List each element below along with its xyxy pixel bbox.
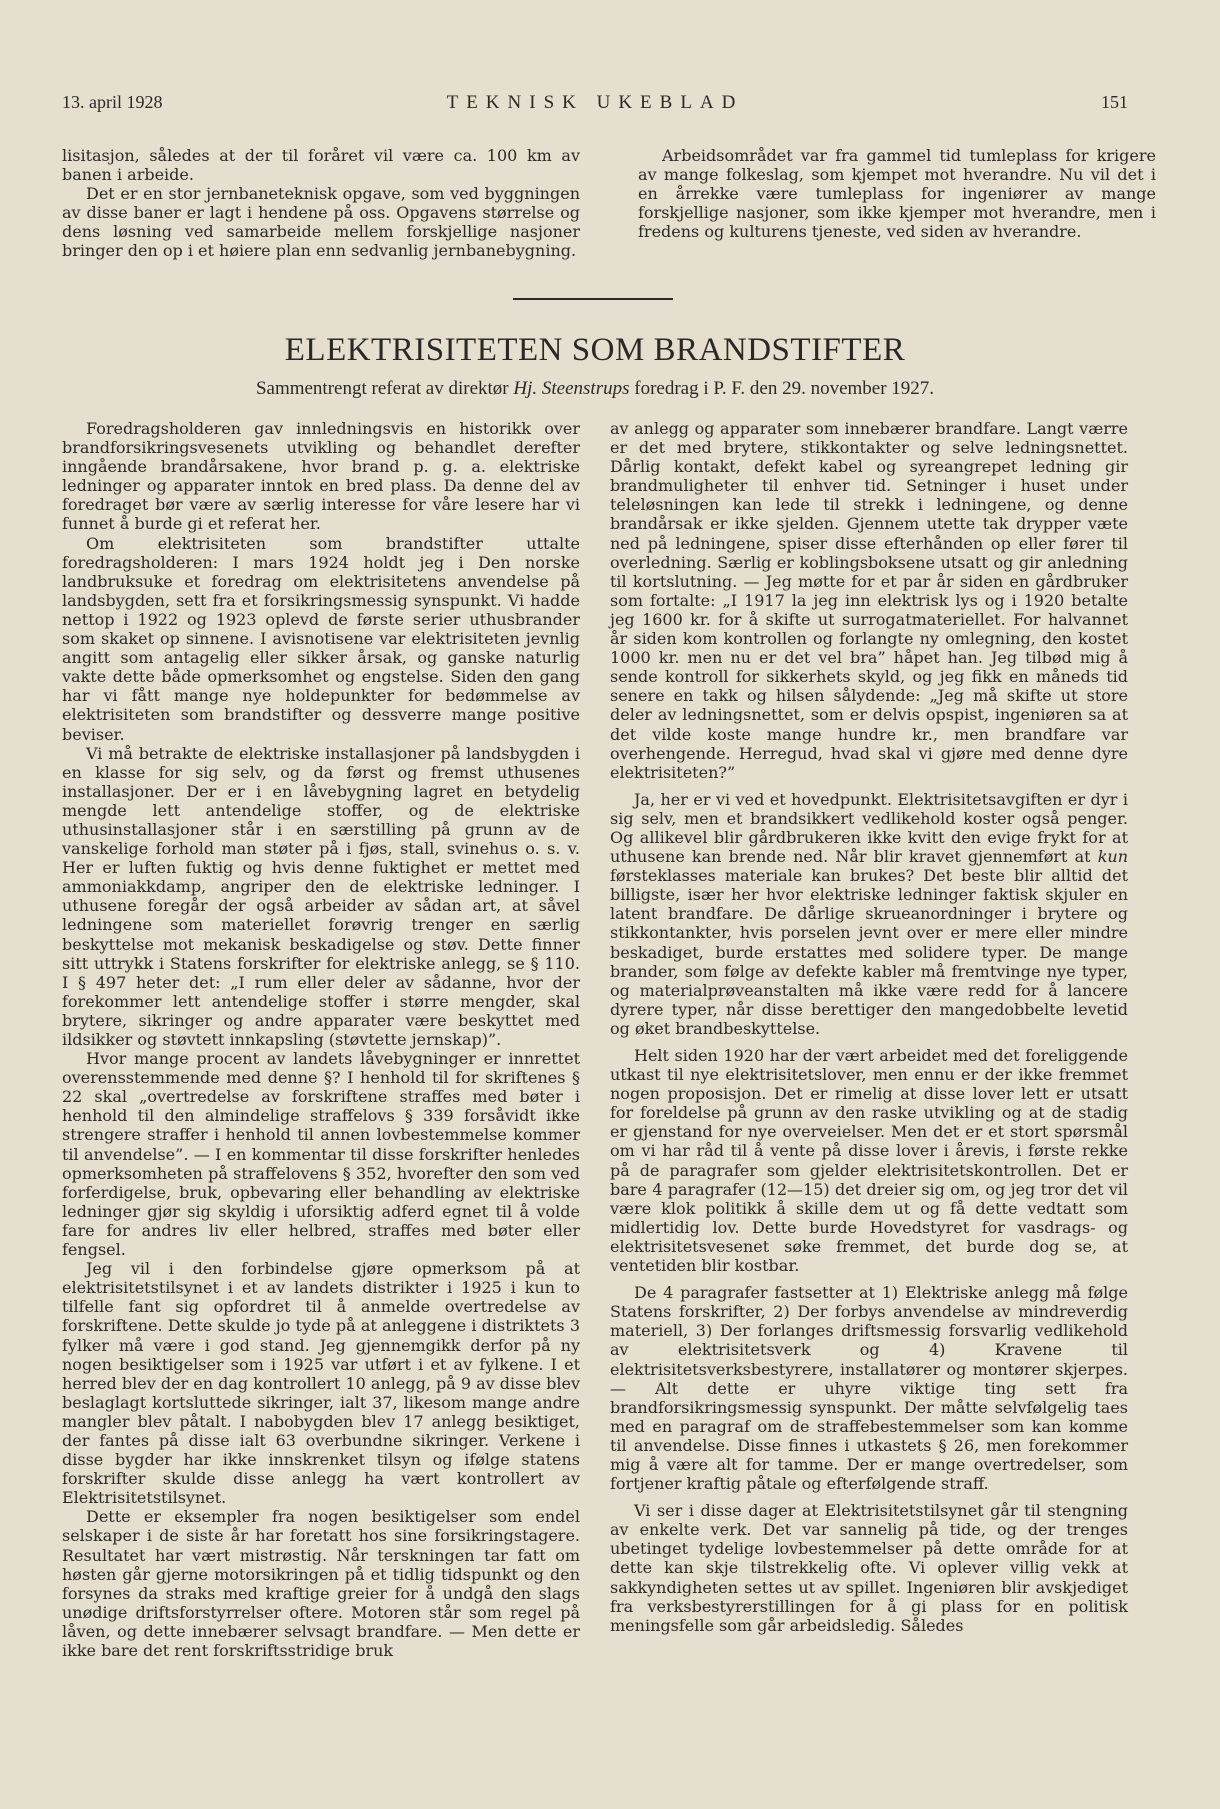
paragraph: Jeg vil i den forbindelse gjøre opmerksom på at elektrisitetstilsynet i et av landets distrikter i 1925 i kun to tilfelle fant sig opfordret til å anmelde overtredelse av forskriftene. Dette skulde jo tyde på at anleggene i distriktets 3 fylker må være i god stand. Jeg gjennemgikk derfor på ny nogen besiktigelser som i 1925 var utført i et av fylkene. I et herred blev der en dag kontrollert 10 anlegg, på 9 av disse blev beslaglagt kortsluttede sikringer, ialt 37, likesom mange andre mangler blev påtalt. I nabobygden blev 17 anlegg besiktiget, der fantes på disse ialt 63 overbundne sikringer. Verkene i disse bygder har ikke innskrenket tilsyn og ifølge statens forskrifter skulde disse anlegg ha vært kontrollert av Elektrisitetstilsynet. xyxy=(62,1259,580,1508)
subtitle-text: foredrag i P. F. den 29. november 1927. xyxy=(629,378,935,399)
page-number: 151 xyxy=(1101,92,1128,112)
section-divider xyxy=(513,298,673,300)
speaker-name: Hj. Steenstrups xyxy=(513,378,630,399)
paragraph: Vi må betrakte de elektriske installasjoner på landsbygden i en klasse for sig selv, og da først og fremst uthusenes installasjoner. Der er i en låvebygning lagret en betydelig mengde lett antendelige stoffer, og de elektriske uthusinstallasjoner står i en særstilling på grunn av de vanskelige forhold man støter på i fjøs, stall, svinehus o. s. v. Her er luften fuktig og hvis denne fuktighet er mettet med ammoniakkdamp, angriper den de elektriske ledninger. I uthusene foregår der også arbeider av sådan art, at såvel ledningene som materiellet forøvrig trenger en særlig beskyttelse mot mekanisk beskadigelse og støv. Dette finner sitt uttrykk i Statens forskrifter for elektriske anlegg, se § 110. I § 497 heter det: „I rum eller deler av sådanne, hvor der forekommer lett antendelige stoffer i større mengder, skal brytere, sikringer og andre apparater være beskyttet med ildsikker og støvtett innkapsling (støvtette jernskap)”. xyxy=(62,743,580,1049)
article-column-right xyxy=(610,419,1128,1635)
paragraph xyxy=(610,790,1128,1038)
paragraph: Om elektrisiteten som brandstifter uttalte foredragsholderen: I mars 1924 holdt jeg i Den norske landbruksuke et foredrag om elektrisitetens anvendelse på landsbygden, sett fra et forsikringsmessig synspunkt. Vi hadde nettop i 1922 og 1923 oplevd de første serier uthusbrander som skaket op sinnene. I avisnotisene var elektrisiteten jevnlig angitt som antagelig eller sikker årsak, og ganske naturlig vakte dette både opmerksomhet og engstelse. Siden den gang har vi fått mange nye holdepunkter for bedømmelse av elektrisiteten som brandstifter og dessverre mange positive beviser. xyxy=(62,533,580,744)
article-title: ELEKTRISITETEN SOM BRANDSTIFTER xyxy=(284,332,906,368)
emphasis: kun xyxy=(1097,847,1128,867)
issue-date: 13. april 1928 xyxy=(62,92,163,112)
running-header xyxy=(62,92,1128,118)
paragraph: Foredragsholderen gav innledningsvis en historikk over brandforsikringsvesenets utvikling og behandlet derefter inngående brandårsakene, hvor brand p. g. a. elektriske ledninger og apparater inntok en bred plass. Da denne del av foredraget bør være av særlig interesse for våre lesere har vi funnet å burde gi et referat her. xyxy=(62,419,580,534)
paragraph: Helt siden 1920 har der vært arbeidet med det foreliggende utkast til nye elektrisitetslover, men ennu er der ikke fremmet nogen proposisjon. Det er rimelig at disse lover lett er utsatt for foreldelse på grunn av den raske utvikling og at de stadig er gjenstand for nye overveielser. Men det er et stort spørsmål om vi har råd til å vente på disse lover i årevis, i første rekke på de paragrafer som gjelder elektrisitetskontrollen. Det er bare 4 paragrafer (12—15) det dreier sig om, og jeg tror det vil være klok politikk å skille dem ut og få dette vedtatt som midlertidig lov. Dette burde Hovedstyret for vasdrags- og elektrisitetsvesenet søke fremmet, det burde dog se, at ventetiden blir kostbar. xyxy=(610,1046,1128,1276)
journal-name: TEKNISK UKEBLAD xyxy=(446,92,744,113)
article-subtitle xyxy=(62,378,1128,400)
paragraph-text: førsteklasses materiale kan brukes? Det beste blir alltid det billigste, især her hvor elektriske ledninger faktisk skjuler en latent brandfare. De dårlige skrueanordninger i brytere og stikkontankter, hvis porselen jevnt over er mere eller mindre beskadiget, burde erstattes med solidere typer. De mange brander, som følge av defekte kabler må fremtvinge nye typer, og materialprøveanstalten må ikke være redd for å lancere dyrere typer, når disse berettiger den mangedobbelte levetid og øket brandbeskyttelse. xyxy=(610,866,1128,1038)
paragraph: Vi ser i disse dager at Elektrisitetstilsynet går til stengning av enkelte verk. Det var sannelig på tide, og der trenges ubetinget tydelige lovbestemmelser på dette område for at dette kan skje tilstrekkelig ofte. Vi oplever villig vekk at sakkyndigheten settes ut av spillet. Ingeniøren blir avskjediget fra verksbestyrerstillingen for å gi plass for en politisk meningsfelle som går arbeidsledig. Således xyxy=(610,1501,1128,1635)
paragraph: Dette er eksempler fra nogen besiktigelser som endel selskaper i de siste år har foretatt hos sine forsikringstagere. Resultatet har vært mistrøstig. Når terskningen tar fatt om høsten går gjerne motorsikringen på et tidlig tidspunkt og den forsynes da straks med kraftige greier for å undgå den slags unødige driftsforstyrrelser oftere. Motoren står som regel på låven, og dette innebærer selvsagt brandfare. — Men dette er ikke bare det rent forskriftsstridige bruk xyxy=(62,1507,580,1660)
paragraph-text: Ja, her er vi ved et hovedpunkt. Elektrisitetsavgiften er dyr i sig selv, men et brandsikkert vedlikehold koster også penger. Og allikevel blir gårdbrukeren ikke kvitt den evige frykt for at uthusene kan brende ned. Når blir kravet gjennemført at xyxy=(610,789,1128,867)
continued-text-left xyxy=(62,146,580,261)
paragraph: Hvor mange procent av landets låvebygninger er innrettet overensstemmende med denne §? I henhold til for skriftenes § 22 skal „overtredelse av forskriftene straffes med bøter i henhold til den almindelige straffelovs § 339 forsåvidt ikke strengere straffer i henhold til annen lovbestemmelse kommer til anvendelse”. — I en kommentar til disse forskrifter henledes opmerksomheten på straffelovens § 352, hvorefter den som ved forferdigelse, bruk, opbevaring eller behandling av elektriske ledninger gjør sig skyldig i uforsiktig adferd egnet til å volde fare for andres liv eller helbred, straffes med bøter eller fengsel. xyxy=(62,1049,580,1260)
paragraph: av anlegg og apparater som innebærer brandfare. Langt værre er det med brytere, stikkontakter og selve ledningsnettet. Dårlig kontakt, defekt kabel og syreangrepet ledning gir brandmuligheter til enhver tid. Setninger i huset under teleløsningen kan lede til strekk i ledningene, og denne brandårsak er ikke sjelden. Gjennem utette tak drypper væte ned på ledningene, spiser disse efterhånden op eller fører til overledning. Særlig er koblingsboksene utsatt og gir anledning til kortslutning. — Jeg møtte for et par år siden en gårdbruker som fortalte: „I 1917 la jeg inn elektrisk lys og i 1920 betalte jeg 1600 kr. for å skifte ut surrogatmateriellet. For halvannet år siden kom kontrollen og forlangte ny omlegning, den kostet 1000 kr. men nu er det vel bra” håpet han. Jeg tilbød mig å sende kontroll for sikkerhets skyld, og jeg fikk en måneds tid senere en takk og hilsen sålydende: „Jeg må skifte ut store deler av ledningsnettet, som er delvis opspist, ingeniøren sa at det vilde koste mange hundre kr., men brandfare var overhengende. Herregud, hvad skal vi gjøre med denne dyre elektrisiteten?” xyxy=(610,419,1128,782)
paragraph: Det er en stor jernbaneteknisk opgave, som ved byggningen av disse baner er lagt i hendene på oss. Opgavens størrelse og dens løsning ved samarbeide mellem forskjellige nasjoner bringer den op i et høiere plan enn sedvanlig jernbanebygning. xyxy=(62,184,580,261)
paragraph: lisitasjon, således at der til foråret vil være ca. 100 km av banen i arbeide. xyxy=(62,146,580,185)
continued-text-right xyxy=(638,146,1156,241)
article-column-left xyxy=(62,419,580,1660)
paragraph: Arbeidsområdet var fra gammel tid tumleplass for krigere av mange folkeslag, som kjempet mot hverandre. Nu vil det i en årrekke være tumleplass for ingeniører av mange forskjellige nasjoner, som ikke kjemper mot hverandre, men i fredens og kulturens tjeneste, ved siden av hverandre. xyxy=(638,146,1156,242)
paragraph: De 4 paragrafer fastsetter at 1) Elektriske anlegg må følge Statens forskrifter, 2) Der forbys anvendelse av mindreverdig materiell, 3) Der forlanges driftsmessig forsvarlig vedlikehold av elektrisitetsverk og 4) Kravene til elektrisitetsverksbestyrere, installatører og montører skjerpes. — Alt dette er uhyre viktige ting sett fra brandforsikringsmessig synspunkt. Der måtte selvfølgelig taes med en paragraf om de straffebestemmelser som kan komme til anvendelse. Disse finnes i utkastets § 26, men forekommer mig å være alt for tamme. Der er mange overtredelser, som fortjener kraftig påtale og efterfølgende straff. xyxy=(610,1283,1128,1494)
subtitle-text: Sammentrengt referat av direktør xyxy=(255,378,514,399)
